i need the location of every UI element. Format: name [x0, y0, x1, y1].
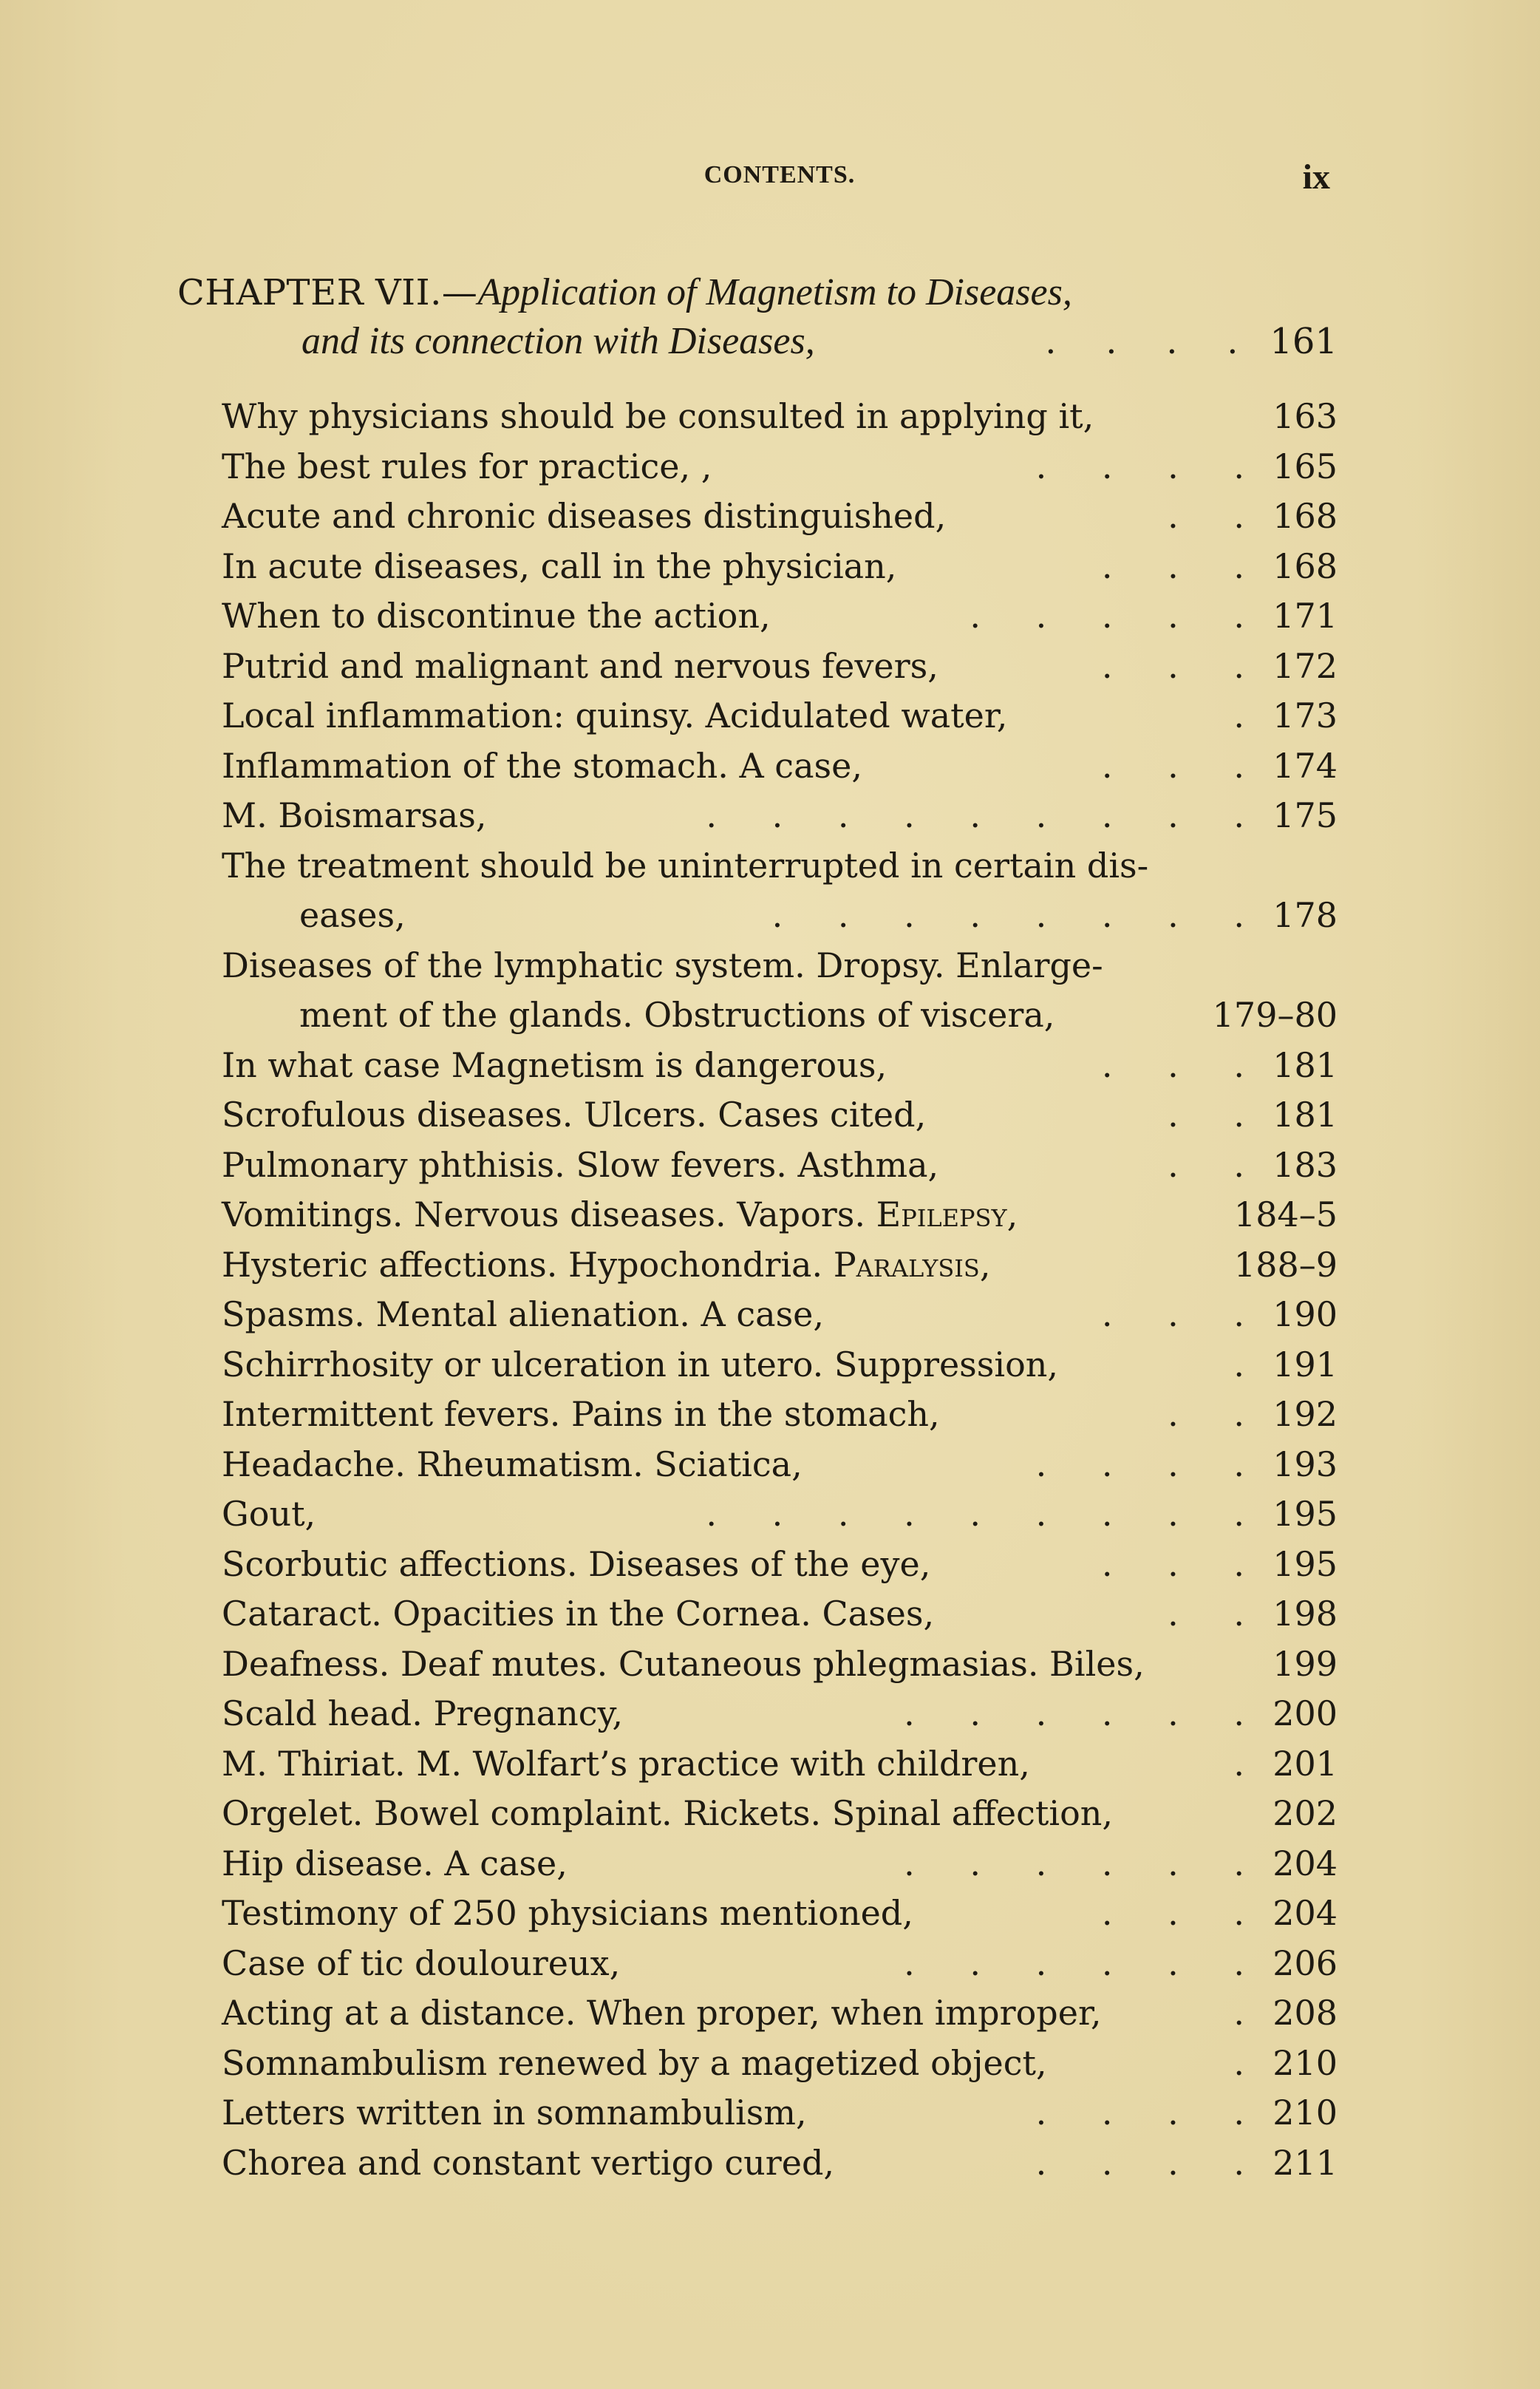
chapter-heading-line1: [177, 268, 1338, 317]
contents-entry: [222, 1639, 1338, 1690]
entry-page: 201: [1272, 1743, 1338, 1784]
contents-entry: [222, 1440, 1338, 1490]
entry-text: Intermittent fevers. Pains in the stomach,: [222, 1394, 940, 1434]
entry-text: Local inflammation: quinsy. Acidulated water,: [222, 696, 1008, 735]
entry-text: Gout,: [222, 1494, 316, 1534]
entry-page: 168: [1272, 546, 1338, 586]
entry-page: 181: [1272, 1095, 1338, 1135]
entry-line: [222, 1090, 1338, 1141]
page-number: ix: [1302, 157, 1330, 197]
contents-entry: [222, 2039, 1338, 2089]
entry-text: Inflammation of the stomach. A case,: [222, 745, 862, 786]
entry-text: Case of tic douloureux,: [222, 1943, 621, 1983]
entry-line: [222, 591, 1338, 642]
entry-line: [222, 1889, 1338, 1939]
leader-dots: . . . . . .: [904, 1843, 1267, 1883]
contents-entry: [222, 1889, 1338, 1939]
entry-line: [222, 841, 1338, 891]
chapter-title: Application of Magnetism to Diseases,: [477, 271, 1072, 313]
entry-line: [222, 492, 1338, 542]
entry-page: 206: [1272, 1943, 1338, 1983]
entry-text: Chorea and constant vertigo cured,: [222, 2142, 835, 2183]
chapter-title-cont: and its connection with Diseases,: [301, 320, 815, 362]
entry-line: [222, 1340, 1338, 1390]
entry-line: [222, 1589, 1338, 1639]
entry-page: 190: [1272, 1294, 1338, 1334]
leader-dots: . . . . . . . . .: [706, 1494, 1267, 1534]
entry-page: 204: [1272, 1893, 1338, 1933]
entry-page: 184–5: [1233, 1194, 1338, 1234]
contents-entry: [222, 1988, 1338, 2039]
entry-page: 204: [1272, 1843, 1338, 1883]
entry-line: [222, 1939, 1338, 1989]
leader-dots: . . . .: [1035, 446, 1267, 486]
entry-small-caps: Epilepsy: [876, 1194, 1007, 1234]
entry-text: Headache. Rheumatism. Sciatica,: [222, 1444, 803, 1484]
entry-line: [222, 1839, 1338, 1889]
entry-text-part: Vomitings. Nervous diseases. Vapors.: [222, 1194, 876, 1234]
entry-page: 183: [1272, 1144, 1338, 1185]
entry-text: Somnambulism renewed by a magetized object,: [222, 2042, 1047, 2083]
leader-dots: .: [1233, 1993, 1267, 2033]
entry-line: [222, 1489, 1338, 1540]
entry-text: Acute and chronic diseases distinguished,: [222, 496, 947, 536]
leader-dots: . . . . . .: [904, 1943, 1267, 1983]
entry-page: 193: [1272, 1444, 1338, 1484]
entry-line: [222, 2088, 1338, 2138]
entry-page: 165: [1272, 446, 1338, 486]
entry-text: Diseases of the lymphatic system. Dropsy. Enlarge-: [222, 945, 1103, 985]
entry-page: 163: [1272, 396, 1338, 436]
entry-line: [222, 1390, 1338, 1440]
entry-line: [222, 1639, 1338, 1690]
contents-entry: [222, 1290, 1338, 1340]
entry-text: In acute diseases, call in the physician,: [222, 546, 897, 586]
contents-entry: [222, 591, 1338, 642]
entry-continuation-line: [222, 891, 1338, 941]
entry-text: Schirrhosity or ulceration in utero. Suppression,: [222, 1344, 1059, 1384]
entry-text: Letters written in somnambulism,: [222, 2093, 807, 2133]
entry-line: [222, 1689, 1338, 1739]
contents-entry: [222, 941, 1338, 1041]
entry-text: In what case Magnetism is dangerous,: [222, 1044, 887, 1085]
contents-entry: [222, 691, 1338, 741]
contents-entry: [222, 1190, 1338, 1240]
entry-line: [222, 1190, 1338, 1240]
entry-page: 202: [1272, 1793, 1338, 1833]
entry-text: Pulmonary phthisis. Slow fevers. Asthma,: [222, 1144, 939, 1185]
contents-entry: [222, 1789, 1338, 1839]
entry-text: M. Thiriat. M. Wolfart’s practice with children,: [222, 1743, 1030, 1784]
entry-line: [222, 1290, 1338, 1340]
entry-text: Why physicians should be consulted in applying it,: [222, 396, 1094, 436]
entry-line: [222, 1041, 1338, 1091]
entry-text: When to discontinue the action,: [222, 596, 771, 636]
leader-dots: . . .: [1101, 1543, 1267, 1584]
entry-page: 173: [1272, 696, 1338, 735]
entry-text: Cataract. Opacities in the Cornea. Cases,: [222, 1594, 935, 1634]
leader-dots: . . .: [1101, 1044, 1267, 1085]
entry-text-part: ,: [979, 1244, 991, 1285]
leader-dots: . . . . . .: [904, 1693, 1267, 1733]
contents-entry: [222, 1839, 1338, 1889]
leader-dots: . . .: [1101, 645, 1267, 686]
entry-text: Scald head. Pregnancy,: [222, 1693, 623, 1733]
chapter-heading: [177, 268, 1338, 366]
entry-page: 188–9: [1233, 1244, 1338, 1285]
leader-dots: . . .: [1101, 745, 1267, 786]
chapter-heading-line2: [177, 317, 1338, 366]
contents-entry: [222, 1540, 1338, 1590]
entry-page: 192: [1272, 1394, 1338, 1434]
entry-text-cont: ment of the glands. Obstructions of viscera,: [299, 995, 1055, 1035]
leader-dots: .: [1233, 2042, 1267, 2083]
entry-page: 208: [1272, 1993, 1338, 2033]
leader-dots: . . . .: [1046, 320, 1258, 362]
contents-entry: [222, 841, 1338, 941]
chapter-label: CHAPTER VII.—: [177, 272, 478, 313]
entry-text: [222, 1190, 1018, 1240]
entry-text: The treatment should be uninterrupted in certain dis-: [222, 845, 1149, 886]
entry-page: 174: [1272, 745, 1338, 786]
entry-text: The best rules for practice, ,: [222, 446, 712, 486]
entry-page: 210: [1272, 2093, 1338, 2133]
leader-dots: . . .: [1101, 1893, 1267, 1933]
contents-entry: [222, 1141, 1338, 1191]
entry-text: Acting at a distance. When proper, when improper,: [222, 1993, 1102, 2033]
entry-line: [222, 392, 1338, 442]
leader-dots: .: [1233, 1743, 1267, 1784]
entry-line: [222, 442, 1338, 492]
entry-line: [222, 791, 1338, 841]
contents-entry: [222, 1340, 1338, 1390]
chapter-page: 161: [1270, 321, 1338, 362]
leader-dots: .: [1233, 1344, 1267, 1384]
entry-text-part: Hysteric affections. Hypochondria.: [222, 1244, 834, 1285]
entry-line: [222, 542, 1338, 592]
contents-entry: [222, 791, 1338, 841]
running-title: CONTENTS.: [703, 161, 856, 188]
contents-entry: [222, 1689, 1338, 1739]
contents-entry: [222, 1589, 1338, 1639]
contents-entry: [222, 741, 1338, 792]
entry-page: 200: [1272, 1693, 1338, 1733]
entry-line: [222, 1440, 1338, 1490]
contents-entry: [222, 442, 1338, 492]
contents-list: [222, 392, 1338, 2188]
entry-line: [222, 642, 1338, 692]
entry-text: Scrofulous diseases. Ulcers. Cases cited,: [222, 1095, 927, 1135]
leader-dots: . .: [1168, 496, 1267, 536]
leader-dots: . . . . . . . .: [771, 895, 1267, 935]
contents-entry: [222, 1739, 1338, 1790]
entry-page: 175: [1272, 795, 1338, 835]
leader-dots: . .: [1168, 1594, 1267, 1634]
leader-dots: . . .: [1101, 546, 1267, 586]
entry-page: 172: [1272, 645, 1338, 686]
entry-text: Orgelet. Bowel complaint. Rickets. Spinal affection,: [222, 1793, 1114, 1833]
entry-text: [222, 1240, 990, 1291]
entry-page: 181: [1272, 1044, 1338, 1085]
contents-entry: [222, 642, 1338, 692]
entry-text: Testimony of 250 physicians mentioned,: [222, 1893, 913, 1933]
entry-page: 199: [1272, 1643, 1338, 1684]
entry-line: [222, 941, 1338, 991]
entry-text-part: ,: [1006, 1194, 1018, 1234]
contents-entry: [222, 492, 1338, 542]
contents-entry: [222, 392, 1338, 442]
entry-text: Scorbutic affections. Diseases of the eye,: [222, 1543, 931, 1584]
entry-text: Spasms. Mental alienation. A case,: [222, 1294, 825, 1334]
contents-entry: [222, 2138, 1338, 2189]
running-head: [222, 157, 1338, 201]
entry-line: [222, 2039, 1338, 2089]
contents-entry: [222, 1240, 1338, 1291]
leader-dots: .: [1233, 696, 1267, 735]
contents-entry: [222, 1090, 1338, 1141]
entry-text: M. Boismarsas,: [222, 795, 487, 835]
leader-dots: . . .: [1101, 1294, 1267, 1334]
entry-text-cont: eases,: [299, 895, 406, 935]
entry-line: [222, 1988, 1338, 2039]
contents-entry: [222, 2088, 1338, 2138]
entry-page: 178: [1272, 895, 1338, 935]
contents-entry: [222, 1041, 1338, 1091]
entry-line: [222, 1240, 1338, 1291]
contents-entry: [222, 542, 1338, 592]
entry-text: Putrid and malignant and nervous fevers,: [222, 645, 938, 686]
contents-entry: [222, 1390, 1338, 1440]
leader-dots: . .: [1168, 1144, 1267, 1185]
entry-page: 171: [1272, 596, 1338, 636]
entry-line: [222, 1739, 1338, 1790]
entry-text: Deafness. Deaf mutes. Cutaneous phlegmasias. Biles,: [222, 1643, 1145, 1684]
entry-page: 198: [1272, 1594, 1338, 1634]
leader-dots: . . . .: [1035, 2142, 1267, 2183]
leader-dots: . .: [1168, 1095, 1267, 1135]
entry-page: 168: [1272, 496, 1338, 536]
entry-line: [222, 2138, 1338, 2189]
leader-dots: . . . . .: [970, 596, 1267, 636]
entry-continuation-line: [222, 990, 1338, 1041]
contents-entry: [222, 1939, 1338, 1989]
entry-page: 210: [1272, 2042, 1338, 2083]
leader-dots: . .: [1168, 1394, 1267, 1434]
leader-dots: . . . . . . . . .: [706, 795, 1267, 835]
leader-dots: . . . .: [1035, 2093, 1267, 2133]
entry-text: Hip disease. A case,: [222, 1843, 568, 1883]
entry-line: [222, 1789, 1338, 1839]
entry-line: [222, 1141, 1338, 1191]
entry-page: 191: [1272, 1344, 1338, 1384]
leader-dots: . . . .: [1035, 1444, 1267, 1484]
entry-page: 211: [1272, 2142, 1338, 2183]
entry-line: [222, 691, 1338, 741]
contents-entry: [222, 1489, 1338, 1540]
entry-page: 195: [1272, 1543, 1338, 1584]
entry-page: 195: [1272, 1494, 1338, 1534]
entry-line: [222, 1540, 1338, 1590]
entry-small-caps: Paralysis: [833, 1244, 980, 1285]
entry-line: [222, 741, 1338, 792]
entry-page: 179–80: [1212, 995, 1338, 1035]
